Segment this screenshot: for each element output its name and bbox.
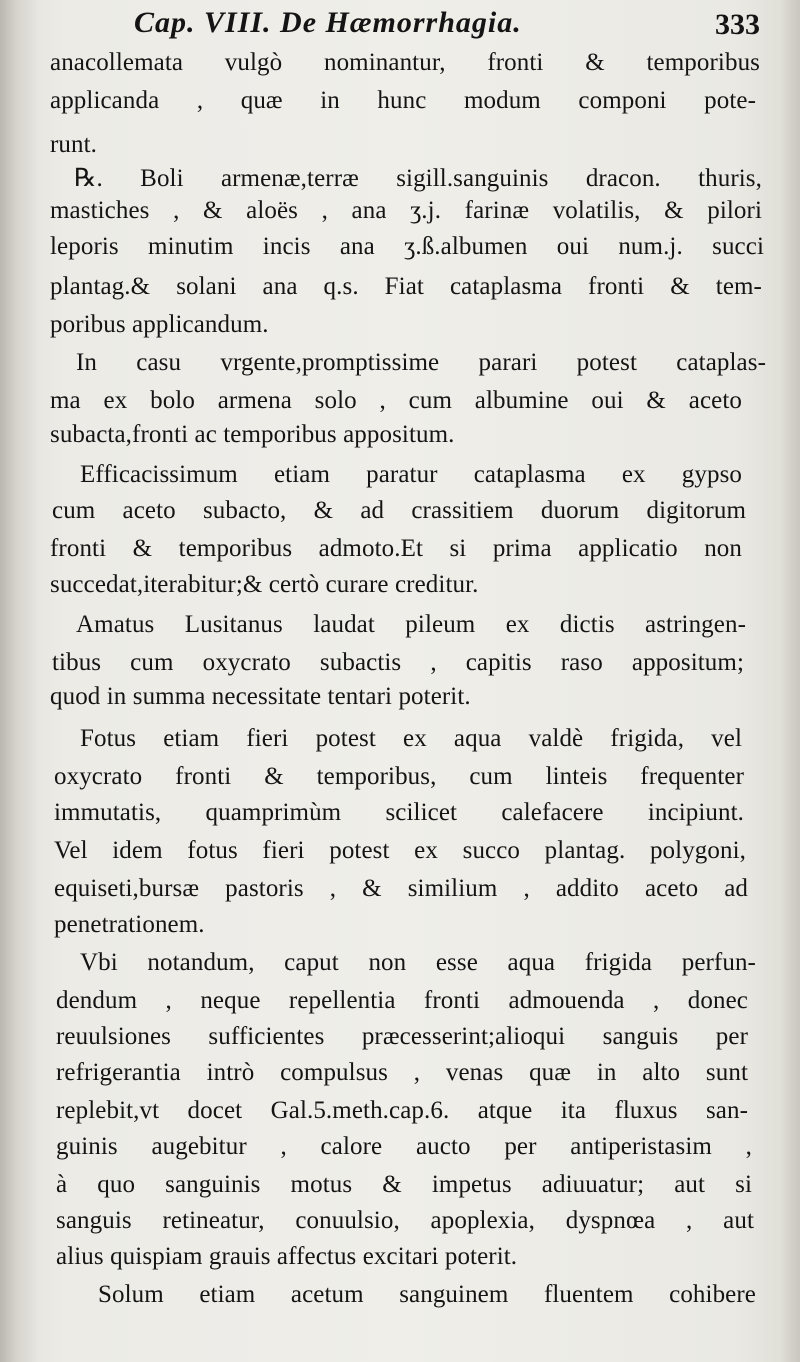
chapter-title: Cap. VIII. De Hæmorrhagia.	[134, 6, 522, 39]
text-line: In casu vrgente,promptissime parari potest cataplas-	[76, 349, 766, 376]
text-line: oxycrato fronti & temporibus, cum linteis frequenter	[54, 763, 744, 790]
text-line: mastiches , & aloës , ana ʒ.j. farinæ volatilis, & pilori	[50, 197, 762, 224]
text-line: alius quispiam grauis affectus excitari poterit.	[56, 1243, 518, 1270]
text-line: Fotus etiam fieri potest ex aqua valdè frigida, vel	[80, 725, 742, 752]
text-line: cum aceto subacto, & ad crassitiem duorum digitorum	[52, 497, 746, 524]
text-line: refrigerantia intrò compulsus , venas quæ in alto sunt	[56, 1059, 748, 1086]
text-line: Efficacissimum etiam paratur cataplasma ex gypso	[80, 461, 742, 488]
page-number: 333	[715, 8, 760, 41]
text-line: applicanda , quæ in hunc modum componi pote-	[50, 87, 756, 114]
text-line: tibus cum oxycrato subactis , capitis raso appositum;	[52, 649, 744, 676]
text-line: fronti & temporibus admoto.Et si prima applicatio non	[50, 535, 742, 562]
text-line: Vbi notandum, caput non esse aqua frigida perfun-	[80, 949, 756, 976]
text-line: equiseti,bursæ pastoris , & similium , addito aceto ad	[54, 875, 748, 902]
text-line: Vel idem fotus fieri potest ex succo plantag. polygoni,	[54, 837, 746, 864]
page-edge-shadow	[780, 0, 800, 1362]
text-line: guinis augebitur , calore aucto per antiperistasim ,	[56, 1133, 752, 1160]
text-line: poribus applicandum.	[50, 311, 269, 338]
text-line: sanguis retineatur, conuulsio, apoplexia, dyspnœa , aut	[56, 1207, 754, 1234]
text-line: ℞. Boli armenæ,terræ sigill.sanguinis dracon. thuris,	[74, 165, 762, 192]
text-line: dendum , neque repellentia fronti admouenda , donec	[56, 987, 748, 1014]
gutter-shadow	[0, 0, 38, 1362]
text-line: Amatus Lusitanus laudat pileum ex dictis astringen-	[76, 611, 746, 638]
text-line: Solum etiam acetum sanguinem fluentem cohibere	[98, 1281, 756, 1308]
text-line: immutatis, quamprimùm scilicet calefacere incipiunt.	[54, 799, 744, 826]
text-line: replebit,vt docet Gal.5.meth.cap.6. atque ita fluxus san-	[56, 1097, 748, 1124]
text-line: anacollemata vulgò nominantur, fronti & temporibus	[50, 49, 760, 76]
running-head	[84, 4, 760, 48]
text-line: leporis minutim incis ana ʒ.ß.albumen oui num.j. succi	[50, 233, 764, 260]
text-line: reuulsiones sufficientes præcesserint;alioqui sanguis per	[56, 1023, 748, 1050]
text-line: runt.	[50, 131, 98, 158]
text-line: plantag.& solani ana q.s. Fiat cataplasma fronti & tem-	[50, 273, 762, 300]
text-line: penetrationem.	[54, 911, 205, 938]
text-line: à quo sanguinis motus & impetus adiuuatur; aut si	[56, 1171, 752, 1198]
text-line: succedat,iterabitur;& certò curare creditur.	[50, 571, 479, 598]
text-line: subacta,fronti ac temporibus appositum.	[50, 421, 455, 448]
text-line: ma ex bolo armena solo , cum albumine oui & aceto	[50, 387, 742, 414]
text-line: quod in summa necessitate tentari poterit.	[50, 683, 471, 710]
